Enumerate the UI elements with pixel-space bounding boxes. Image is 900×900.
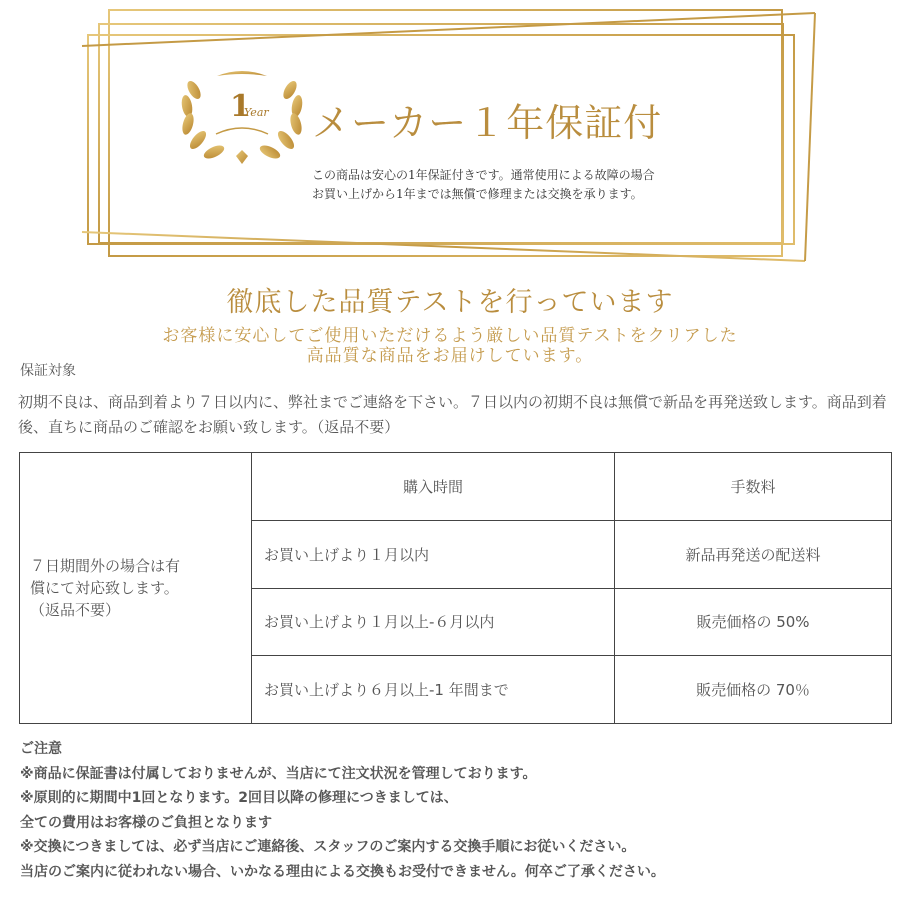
out-of-period-cell bbox=[20, 453, 252, 724]
quality-heading: 徹底した品質テストを行っています bbox=[226, 287, 674, 318]
notes-title: ご注意 bbox=[20, 741, 62, 757]
header-purchase-period: 購入時間 bbox=[252, 453, 615, 521]
banner-title: メーカー１年保証付 bbox=[312, 101, 663, 145]
banner-description-line: お買い上げから1年までは無償で修理または交換を承ります。 bbox=[312, 187, 643, 201]
table-header-row bbox=[20, 453, 892, 521]
fee-cell: 新品再発送の配送料 bbox=[615, 520, 892, 588]
banner-description-line: この商品は安心の1年保証付きです。通常使用による故障の場合 bbox=[312, 168, 655, 182]
header-fee: 手数料 bbox=[615, 453, 892, 521]
note-line: ※商品に保証書は付属しておりませんが、当店にて注文状況を管理しております。 bbox=[20, 765, 537, 782]
laurel-wreath-icon bbox=[172, 62, 312, 172]
note-line: 当店のご案内に従われない場合、いかなる理由による交換もお受付できません。何卒ご了承ください。 bbox=[20, 863, 665, 880]
note-line: 全ての費用はお客様のご負担となります bbox=[20, 814, 272, 831]
svg-text:Year: Year bbox=[244, 106, 269, 119]
fee-table bbox=[19, 452, 892, 724]
quality-subtitle bbox=[0, 326, 900, 366]
fee-cell: 販売価格の 50% bbox=[615, 588, 892, 656]
coverage-label: 保証対象 bbox=[20, 363, 76, 379]
coverage-text: 初期不良は、商品到着より７日以内に、弊社までご連絡を下さい。７日以内の初期不良は無償で新品を再発送致します。商品到着後、直ちに商品のご確認をお願い致します。（返品不要） bbox=[18, 393, 887, 436]
banner-description bbox=[312, 166, 655, 204]
svg-text:1: 1 bbox=[230, 89, 251, 124]
out-of-period-line: （返品不要） bbox=[30, 601, 121, 619]
period-cell: お買い上げより１月以内 bbox=[252, 520, 615, 588]
period-cell: お買い上げより１月以上-６月以内 bbox=[252, 588, 615, 656]
quality-subtitle-line: 高品質な商品をお届けしています。 bbox=[306, 346, 594, 366]
note-line: ※交換につきましては、必ず当店にご連絡後、スタッフのご案内する交換手順にお従いください。 bbox=[20, 839, 636, 855]
out-of-period-line: ７日期間外の場合は有 bbox=[30, 557, 181, 575]
out-of-period-line: 償にて対応致します。 bbox=[30, 579, 179, 597]
notes-section bbox=[20, 737, 665, 884]
note-line: ※原則的に期間中1回となります。2回目以降の修理につきましては、 bbox=[20, 790, 458, 806]
period-cell: お買い上げより６月以上-1 年間まで bbox=[252, 656, 615, 724]
fee-cell: 販売価格の 70％ bbox=[615, 656, 892, 724]
quality-subtitle-line: お客様に安心してご使用いただけるよう厳しい品質テストをクリアした bbox=[162, 326, 738, 346]
warranty-banner bbox=[0, 0, 900, 270]
